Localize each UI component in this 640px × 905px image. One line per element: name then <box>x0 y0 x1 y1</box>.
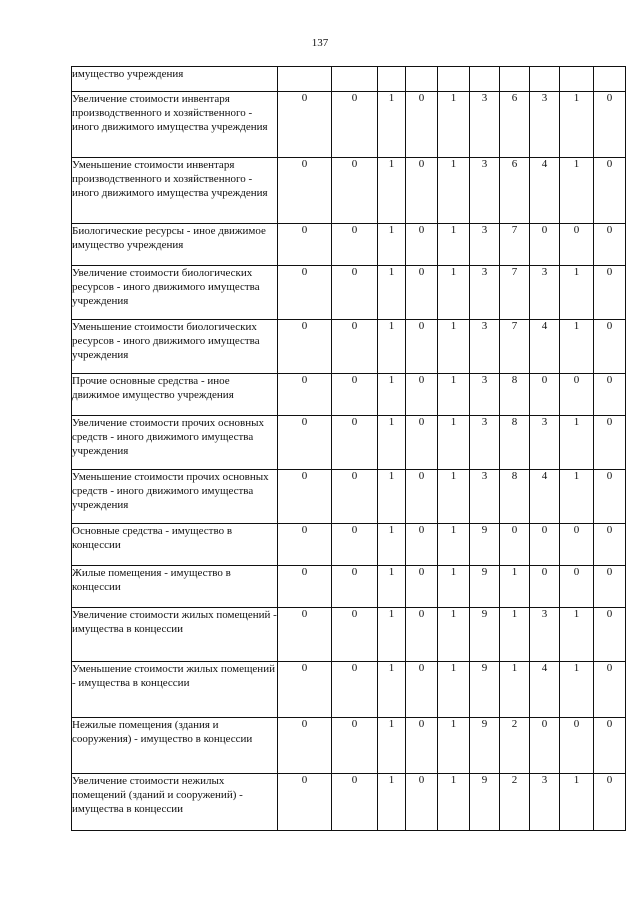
code-digit-cell: 3 <box>470 224 500 266</box>
code-digit-cell: 0 <box>332 224 378 266</box>
table-row <box>72 416 626 470</box>
code-digit-cell: 0 <box>406 470 438 524</box>
code-digit-cell: 0 <box>332 566 378 608</box>
code-digit-cell: 0 <box>278 774 332 831</box>
table-row <box>72 774 626 831</box>
code-digit-cell: 9 <box>470 662 500 718</box>
code-digit-cell: 1 <box>378 416 406 470</box>
row-label: Уменьшение стоимости инвентаря производственного и хозяйственного - иного движимого имущества учреждения <box>72 158 278 224</box>
code-digit-cell: 0 <box>406 224 438 266</box>
code-digit-cell: 0 <box>530 374 560 416</box>
code-digit-cell: 2 <box>500 718 530 774</box>
code-digit-cell: 0 <box>332 416 378 470</box>
code-digit-cell: 1 <box>438 266 470 320</box>
code-digit-cell: 0 <box>594 320 626 374</box>
code-digit-cell: 0 <box>594 608 626 662</box>
code-digit-cell <box>278 67 332 92</box>
code-digit-cell: 1 <box>438 524 470 566</box>
code-digit-cell <box>560 67 594 92</box>
code-digit-cell: 0 <box>594 774 626 831</box>
code-digit-cell: 1 <box>378 92 406 158</box>
code-digit-cell: 0 <box>332 718 378 774</box>
table-row <box>72 224 626 266</box>
code-digit-cell: 0 <box>594 266 626 320</box>
code-digit-cell: 0 <box>594 224 626 266</box>
code-digit-cell: 8 <box>500 416 530 470</box>
code-digit-cell: 9 <box>470 566 500 608</box>
code-digit-cell: 0 <box>406 608 438 662</box>
code-digit-cell: 1 <box>378 608 406 662</box>
code-digit-cell: 0 <box>332 774 378 831</box>
code-digit-cell: 1 <box>560 774 594 831</box>
code-digit-cell <box>438 67 470 92</box>
row-label: Жилые помещения - имущество в концессии <box>72 566 278 608</box>
code-digit-cell: 8 <box>500 374 530 416</box>
code-digit-cell: 1 <box>378 266 406 320</box>
code-digit-cell <box>332 67 378 92</box>
code-digit-cell: 3 <box>530 416 560 470</box>
code-digit-cell: 1 <box>438 774 470 831</box>
code-digit-cell: 1 <box>438 608 470 662</box>
code-digit-cell: 0 <box>278 374 332 416</box>
code-digit-cell: 1 <box>438 416 470 470</box>
code-digit-cell: 9 <box>470 718 500 774</box>
code-digit-cell: 0 <box>530 566 560 608</box>
code-digit-cell <box>530 67 560 92</box>
row-label: Уменьшение стоимости прочих основных средств - иного движимого имущества учреждения <box>72 470 278 524</box>
table-row <box>72 662 626 718</box>
code-digit-cell: 3 <box>530 774 560 831</box>
code-digit-cell: 0 <box>332 524 378 566</box>
code-digit-cell: 7 <box>500 320 530 374</box>
code-digit-cell: 3 <box>470 374 500 416</box>
code-digit-cell: 0 <box>594 566 626 608</box>
code-digit-cell: 0 <box>530 524 560 566</box>
code-digit-cell: 0 <box>406 662 438 718</box>
code-digit-cell: 2 <box>500 774 530 831</box>
row-label: Увеличение стоимости нежилых помещений (зданий и сооружений) - имущества в концессии <box>72 774 278 831</box>
code-digit-cell: 1 <box>378 320 406 374</box>
row-label: Основные средства - имущество в концессии <box>72 524 278 566</box>
code-digit-cell: 0 <box>406 774 438 831</box>
table-row <box>72 524 626 566</box>
code-digit-cell: 1 <box>560 158 594 224</box>
code-digit-cell: 0 <box>278 416 332 470</box>
code-digit-cell: 1 <box>378 718 406 774</box>
code-digit-cell: 1 <box>438 224 470 266</box>
code-digit-cell: 9 <box>470 774 500 831</box>
code-digit-cell: 1 <box>378 774 406 831</box>
code-digit-cell: 1 <box>560 92 594 158</box>
code-digit-cell: 1 <box>500 662 530 718</box>
code-digit-cell: 0 <box>560 224 594 266</box>
code-digit-cell: 0 <box>406 374 438 416</box>
code-digit-cell: 0 <box>278 524 332 566</box>
code-digit-cell: 0 <box>594 470 626 524</box>
code-digit-cell: 0 <box>560 374 594 416</box>
code-digit-cell: 1 <box>378 566 406 608</box>
code-digit-cell: 0 <box>406 524 438 566</box>
code-digit-cell: 0 <box>278 718 332 774</box>
row-label: Биологические ресурсы - иное движимое имущество учреждения <box>72 224 278 266</box>
code-digit-cell: 9 <box>470 608 500 662</box>
code-digit-cell: 0 <box>332 470 378 524</box>
table-row <box>72 158 626 224</box>
code-digit-cell: 0 <box>332 92 378 158</box>
code-digit-cell: 0 <box>560 566 594 608</box>
code-digit-cell: 1 <box>378 524 406 566</box>
code-digit-cell: 0 <box>278 224 332 266</box>
code-digit-cell: 0 <box>406 320 438 374</box>
code-digit-cell: 3 <box>470 266 500 320</box>
code-digit-cell: 1 <box>438 718 470 774</box>
code-digit-cell: 0 <box>406 158 438 224</box>
code-digit-cell: 1 <box>378 470 406 524</box>
code-digit-cell: 0 <box>530 718 560 774</box>
code-digit-cell <box>594 67 626 92</box>
code-digit-cell: 7 <box>500 224 530 266</box>
row-label: Увеличение стоимости жилых помещений - имущества в концессии <box>72 608 278 662</box>
code-digit-cell: 0 <box>530 224 560 266</box>
table-row <box>72 67 626 92</box>
row-label: Нежилые помещения (здания и сооружения) - имущество в концессии <box>72 718 278 774</box>
code-digit-cell: 0 <box>278 566 332 608</box>
code-digit-cell: 3 <box>530 92 560 158</box>
code-digit-cell: 3 <box>470 416 500 470</box>
row-label: Увеличение стоимости инвентаря производственного и хозяйственного - иного движимого имущества учреждения <box>72 92 278 158</box>
code-digit-cell: 1 <box>560 320 594 374</box>
code-digit-cell: 0 <box>594 718 626 774</box>
code-digit-cell: 1 <box>378 374 406 416</box>
row-label: Увеличение стоимости прочих основных средств - иного движимого имущества учреждения <box>72 416 278 470</box>
code-digit-cell: 3 <box>530 266 560 320</box>
code-digit-cell: 0 <box>332 374 378 416</box>
code-digit-cell: 1 <box>560 416 594 470</box>
code-digit-cell: 1 <box>560 608 594 662</box>
code-digit-cell: 3 <box>470 158 500 224</box>
table-row <box>72 266 626 320</box>
account-codes-table <box>71 66 626 831</box>
code-digit-cell: 1 <box>378 224 406 266</box>
code-digit-cell: 0 <box>406 92 438 158</box>
row-label: Прочие основные средства - иное движимое имущество учреждения <box>72 374 278 416</box>
code-digit-cell: 3 <box>530 608 560 662</box>
code-digit-cell: 7 <box>500 266 530 320</box>
code-digit-cell: 3 <box>470 320 500 374</box>
table-body <box>72 67 626 831</box>
code-digit-cell: 0 <box>332 158 378 224</box>
code-digit-cell: 0 <box>560 524 594 566</box>
code-digit-cell: 0 <box>594 662 626 718</box>
code-digit-cell: 1 <box>438 158 470 224</box>
code-digit-cell <box>406 67 438 92</box>
code-digit-cell: 8 <box>500 470 530 524</box>
row-label: Уменьшение стоимости жилых помещений - имущества в концессии <box>72 662 278 718</box>
code-digit-cell: 1 <box>438 662 470 718</box>
code-digit-cell: 0 <box>278 662 332 718</box>
code-digit-cell: 0 <box>594 416 626 470</box>
code-digit-cell: 0 <box>278 320 332 374</box>
row-label: Увеличение стоимости биологических ресурсов - иного движимого имущества учреждения <box>72 266 278 320</box>
code-digit-cell: 1 <box>378 158 406 224</box>
code-digit-cell: 0 <box>278 470 332 524</box>
table-row <box>72 92 626 158</box>
code-digit-cell: 0 <box>278 158 332 224</box>
code-digit-cell: 0 <box>594 524 626 566</box>
code-digit-cell: 0 <box>332 320 378 374</box>
code-digit-cell: 1 <box>438 92 470 158</box>
code-digit-cell: 3 <box>470 92 500 158</box>
code-digit-cell <box>500 67 530 92</box>
table-row <box>72 320 626 374</box>
code-digit-cell: 9 <box>470 524 500 566</box>
table-row <box>72 566 626 608</box>
code-digit-cell: 4 <box>530 320 560 374</box>
code-digit-cell: 4 <box>530 662 560 718</box>
table-row <box>72 470 626 524</box>
code-digit-cell: 0 <box>406 718 438 774</box>
code-digit-cell: 0 <box>594 92 626 158</box>
code-digit-cell: 0 <box>594 158 626 224</box>
code-digit-cell: 4 <box>530 470 560 524</box>
code-digit-cell: 0 <box>278 608 332 662</box>
code-digit-cell: 0 <box>560 718 594 774</box>
code-digit-cell: 0 <box>500 524 530 566</box>
code-digit-cell: 0 <box>406 416 438 470</box>
code-digit-cell: 1 <box>438 566 470 608</box>
code-digit-cell: 0 <box>332 608 378 662</box>
page-number: 137 <box>311 37 329 49</box>
code-digit-cell: 4 <box>530 158 560 224</box>
code-digit-cell: 6 <box>500 92 530 158</box>
row-label: Уменьшение стоимости биологических ресурсов - иного движимого имущества учреждения <box>72 320 278 374</box>
table-row <box>72 718 626 774</box>
code-digit-cell <box>378 67 406 92</box>
table-row <box>72 608 626 662</box>
code-digit-cell: 1 <box>560 470 594 524</box>
code-digit-cell <box>470 67 500 92</box>
code-digit-cell: 0 <box>406 266 438 320</box>
code-digit-cell: 1 <box>560 662 594 718</box>
code-digit-cell: 0 <box>278 92 332 158</box>
code-digit-cell: 1 <box>438 320 470 374</box>
row-label: имущество учреждения <box>72 67 278 92</box>
code-digit-cell: 0 <box>332 662 378 718</box>
code-digit-cell: 1 <box>500 566 530 608</box>
code-digit-cell: 0 <box>278 266 332 320</box>
code-digit-cell: 1 <box>560 266 594 320</box>
code-digit-cell: 6 <box>500 158 530 224</box>
code-digit-cell: 0 <box>594 374 626 416</box>
code-digit-cell: 0 <box>406 566 438 608</box>
code-digit-cell: 3 <box>470 470 500 524</box>
code-digit-cell: 1 <box>438 374 470 416</box>
table-row <box>72 374 626 416</box>
code-digit-cell: 0 <box>332 266 378 320</box>
code-digit-cell: 1 <box>438 470 470 524</box>
code-digit-cell: 1 <box>378 662 406 718</box>
code-digit-cell: 1 <box>500 608 530 662</box>
